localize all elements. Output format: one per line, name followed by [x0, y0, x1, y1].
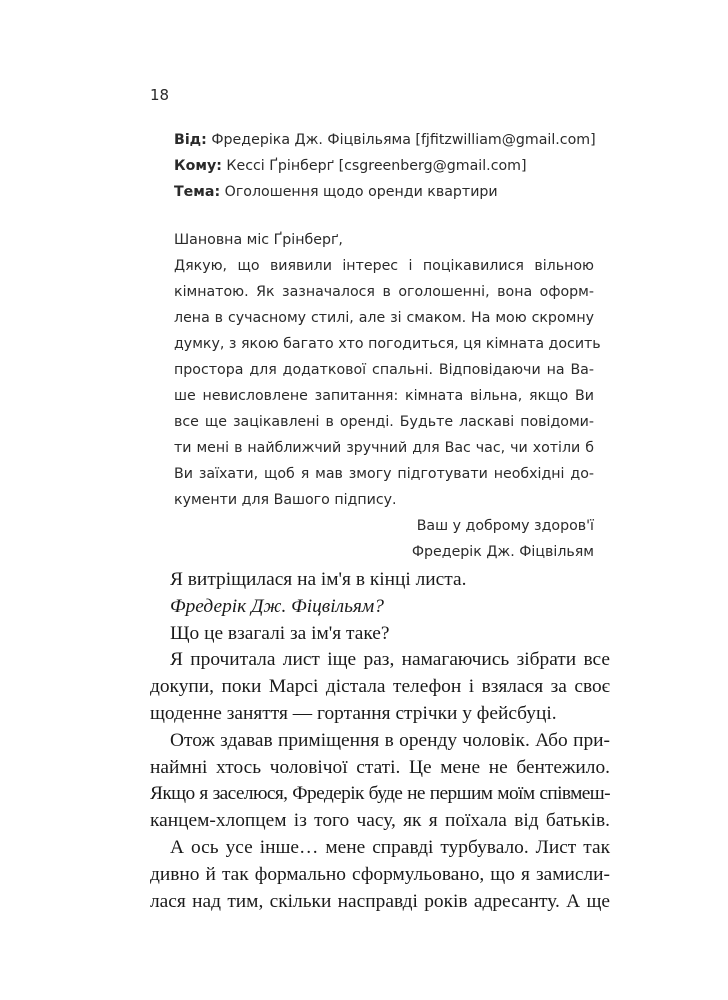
narrative-line: Отож здавав приміщення в оренду чоловік. Або при-	[170, 729, 610, 751]
narrative-text	[150, 567, 610, 915]
narrative-line: лася над тим, скільки насправді років адресанту. А ще	[150, 890, 610, 912]
email-body-line: ти мені в найближчий зручний для Вас час, чи хотіли б	[174, 440, 594, 456]
narrative-line: Якщо я заселюся, Фредерік буде не першим моїм співмеш-	[150, 783, 610, 805]
email-to-line	[174, 153, 594, 179]
email-to-label: Кому:	[174, 158, 222, 174]
email-from-value: Фредеріка Дж. Фіцвільяма [fjfitzwilliam@gmail.com]	[211, 132, 596, 148]
email-body-line: ше невисловлене запитання: кімната вільна, якщо Ви	[174, 388, 594, 404]
narrative-line: дивно й так формально сформульовано, що я замисли-	[150, 863, 610, 885]
email-to-value: Кессі Ґрінберґ [csgreenberg@gmail.com]	[226, 158, 527, 174]
email-body-line: Дякую, що виявили інтерес і поцікавилися вільною	[174, 258, 594, 274]
email-body-line: все ще зацікавлені в оренді. Будьте ласкаві повідоми-	[174, 414, 594, 430]
email-signature: Фредерік Дж. Фіцвільям	[411, 544, 594, 560]
email-body-line: кументи для Вашого підпису.	[174, 492, 397, 508]
narrative-line: Я прочитала лист іще раз, намагаючись зібрати все	[170, 649, 610, 671]
email-from-line	[174, 127, 594, 153]
email-subject-line	[174, 179, 594, 205]
narrative-line: Що це взагалі за ім'я таке?	[170, 622, 390, 644]
narrative-line: наймні хтось чоловічої статі. Це мене не бентежило.	[150, 756, 610, 778]
email-body-line: лена в сучасному стилі, але зі смаком. На мою скромну	[174, 310, 594, 326]
page-number: 18	[150, 86, 170, 104]
narrative-line: Фредерік Дж. Фіцвільям?	[170, 595, 384, 617]
email-from-label: Від:	[174, 132, 207, 148]
narrative-line: щоденне заняття — гортання стрічки у фейсбуці.	[150, 702, 557, 724]
narrative-line: А ось усе інше… мене справді турбувало. Лист так	[170, 836, 610, 858]
email-block	[174, 127, 601, 565]
narrative-line: канцем-хлопцем із того часу, як я поїхала від батьків.	[150, 810, 610, 832]
email-body-line: думку, з якою багато хто погодиться, ця кімната досить	[174, 336, 601, 352]
email-body-line: кімнатою. Як зазначалося в оголошенні, вона оформ-	[174, 284, 594, 300]
email-body-line: простора для додаткової спальні. Відповідаючи на Ва-	[174, 362, 594, 378]
email-subject-label: Тема:	[174, 184, 221, 200]
narrative-line: докупи, поки Марсі дістала телефон і взялася за своє	[150, 676, 610, 698]
email-body-line: Ви заїхати, щоб я мав змогу підготувати необхідні до-	[174, 466, 594, 482]
email-closing: Ваш у доброму здоров'ї	[416, 518, 594, 534]
email-body	[174, 253, 601, 513]
email-greeting: Шановна міс Ґрінберґ,	[174, 232, 343, 248]
email-subject-value: Оголошення щодо оренди квартири	[224, 184, 498, 200]
narrative-line: Я витріщилася на ім'я в кінці листа.	[170, 569, 467, 590]
